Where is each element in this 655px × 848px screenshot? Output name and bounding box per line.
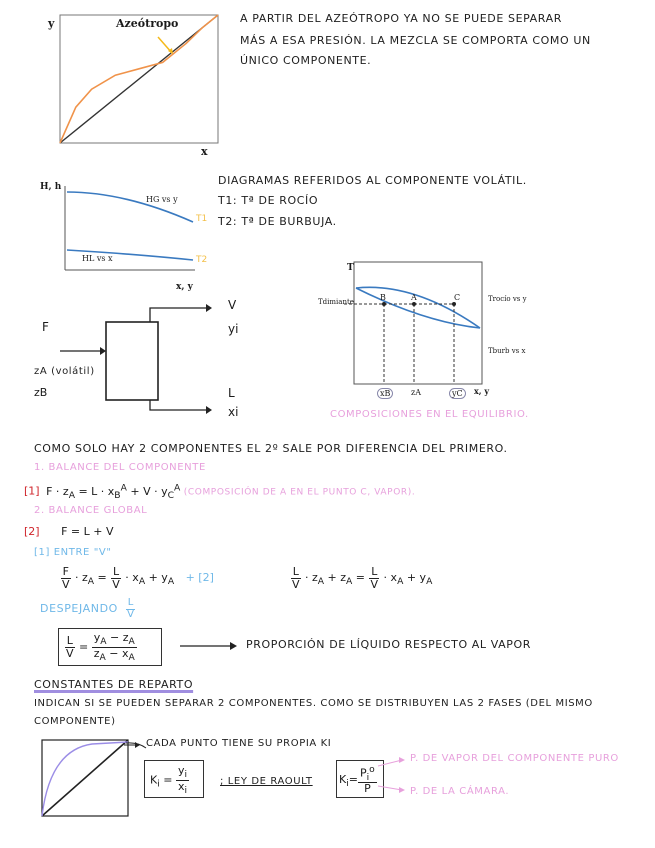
each-point-arrow (124, 740, 144, 750)
liquid-label: L (228, 386, 235, 400)
t-left-label: Tdimiante (318, 298, 354, 306)
eq1-note: (COMPOSICIÓN DE A EN EL PUNTO C, VAPOR). (183, 487, 416, 498)
equation-3: $\frac{F}{V}$ · $z_A$ = $\frac{L}{V}$ · $x_A + y_A + [2]$ (62, 565, 214, 591)
heading-component-balance: 1. BALANCE DEL COMPONENTE (34, 462, 206, 473)
eq2-text: F = L + V (61, 525, 114, 538)
solving-label: DESPEJANDO (40, 602, 118, 615)
t2-label: T2 (196, 255, 208, 265)
dew-label: Trocío vs y (488, 295, 527, 303)
ratio-arrow (180, 641, 240, 651)
equation-2 (24, 525, 114, 538)
heading-solving: DESPEJANDO $\frac{L}{V}$ (40, 597, 134, 620)
heading-divide-v: [1] ENTRE "V" (34, 547, 112, 558)
azeo-plot (60, 15, 220, 145)
raoult-equation: $K_i=$ $\frac{P_i^o}{P}$ (339, 764, 375, 796)
raoult-law: ; LEY DE RAOULT (220, 776, 313, 787)
separator-vessel (106, 322, 158, 400)
section4-line1: INDICAN SI SE PUEDEN SEPARAR 2 COMPONENTES. COMO SE DISTRIBUYEN LAS 2 FASES (DEL MISMO (34, 698, 593, 709)
eq3-plus: + [2] (185, 571, 214, 585)
txy-plot (354, 262, 484, 387)
tick-za: zA (411, 388, 421, 397)
tick-xb: xB (377, 388, 393, 399)
equation-4: $\frac{L}{V}$ · $z_A + z_A$ = $\frac{L}{V}$ · $x_A + y_A$ (292, 565, 433, 591)
azeo-y-axis-label: y (48, 17, 55, 30)
vapor-pressure-note: P. DE VAPOR DEL COMPONENTE PURO (410, 753, 619, 764)
enthalpy-note-2: T1: Tª DE ROCÍO (218, 194, 319, 207)
enthalpy-x-label: x, y (176, 282, 193, 292)
point-b: B (380, 293, 386, 302)
dew-curve (356, 287, 480, 328)
bubble-curve (356, 288, 480, 328)
vapor-comp-label: yi (228, 322, 239, 336)
vapor-line (150, 308, 210, 322)
feed-label: F (42, 320, 49, 334)
txy-y-label: T (347, 263, 354, 273)
eq1-tag: [1] (24, 484, 40, 498)
liquid-comp-label: xi (228, 405, 239, 419)
equation-1: [1] $F \cdot z_A = L \cdot x_B^A + V \cdot y_C^A$ (COMPOSICIÓN DE A EN EL PUNTO C, VAPOR). (24, 482, 416, 501)
azeo-note-3: ÚNICO COMPONENTE. (240, 54, 372, 67)
distribution-mini-chart (42, 740, 132, 820)
bubble-label: Tburb vs x (488, 347, 526, 355)
chamber-pressure-note: P. DE LA CÁMARA. (410, 786, 510, 797)
ratio-equation: $\frac{L}{V}$ = $\frac{y_A - z_A}{z_A - x_A}$ (66, 631, 135, 663)
txy-caption: COMPOSICIONES EN EL EQUILIBRIO. (330, 409, 529, 420)
za-label: zA (volátil) (34, 366, 95, 377)
each-point-note: CADA PUNTO TIENE SU PROPIA KI (146, 738, 332, 749)
enthalpy-note-1: DIAGRAMAS REFERIDOS AL COMPONENTE VOLÁTIL. (218, 174, 527, 187)
point-c: C (454, 293, 461, 302)
hg-label: HG vs y (146, 195, 178, 204)
azeo-annotation: Azeótropo (116, 17, 179, 30)
enthalpy-note-3: T2: Tª DE BURBUJA. (218, 215, 337, 228)
heading-global-balance: 2. BALANCE GLOBAL (34, 505, 148, 516)
azeo-note-2: MÁS A ESA PRESIÓN. LA MEZCLA SE COMPORTA COMO UN (240, 34, 591, 47)
eq2-tag: [2] (24, 525, 40, 538)
point-a: A (411, 293, 417, 302)
separator-svg (60, 300, 290, 410)
section4-line2: COMPONENTE) (34, 716, 116, 727)
vapor-label: V (228, 298, 237, 312)
txy-x-label: x, y (474, 386, 489, 396)
ratio-note: PROPORCIÓN DE LÍQUIDO RESPECTO AL VAPOR (246, 638, 532, 651)
tick-yc: yC (449, 388, 466, 399)
zb-label: zB (34, 386, 48, 399)
raoult-arrows (378, 756, 408, 796)
hl-label: HL vs x (82, 254, 113, 263)
ki-equation: $K_i$ = $\frac{y_i}{x_i}$ (150, 764, 188, 796)
azeo-diagonal-line (60, 15, 218, 143)
enthalpy-y-label: H, h (40, 182, 62, 192)
liquid-line (150, 400, 210, 410)
intro-text: COMO SOLO HAY 2 COMPONENTES EL 2º SALE POR DIFERENCIA DEL PRIMERO. (34, 442, 508, 455)
t1-label: T1 (196, 214, 208, 224)
azeo-note-1: A PARTIR DEL AZEÓTROPO YA NO SE PUEDE SEPARAR (240, 12, 562, 25)
azeo-x-axis-label: x (201, 145, 208, 158)
section4-title: CONSTANTES DE REPARTO (34, 678, 194, 691)
